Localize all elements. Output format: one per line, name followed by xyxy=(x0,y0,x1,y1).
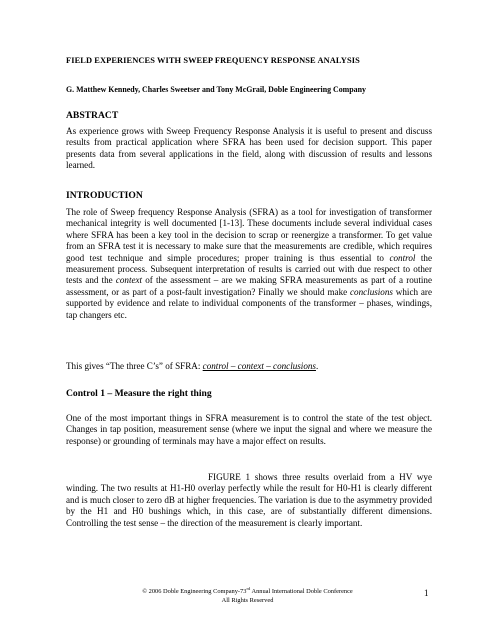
control1-heading: Control 1 – Measure the right thing xyxy=(66,388,212,399)
intro-text-d: which are supported by evidence and relate to individual components of the transformer – phases, windings, tap changers etc. xyxy=(66,286,432,320)
intro-text-c: of the assessment – are we making SFRA measurements as part of a routine assessment, or as part of a post-fault investigation? Finally we should make xyxy=(66,275,432,297)
page-number: 1 xyxy=(424,588,429,598)
three-cs-paragraph xyxy=(66,361,432,372)
introduction-heading: INTRODUCTION xyxy=(66,190,143,201)
abstract-text: As experience grows with Sweep Frequency Response Analysis it is useful to present and discuss results from practical application where SFRA has been used for decision support. This paper presents data from several applications in the field, along with discussion of results and lessons learned. xyxy=(66,126,432,171)
intro-emphasis-control: control xyxy=(389,252,416,263)
paper-title: FIELD EXPERIENCES WITH SWEEP FREQUENCY RESPONSE ANALYSIS xyxy=(66,56,360,65)
three-cs-text-a: This gives “The three C’s” of SFRA: xyxy=(66,361,203,371)
introduction-paragraph xyxy=(66,207,432,321)
copyright-line: © 2006 Doble Engineering Company-73rd Annual International Doble Conference xyxy=(142,586,353,596)
intro-emphasis-context: context xyxy=(115,275,143,286)
control1-paragraph-2: FIGURE 1 shows three results overlaid from a HV wye winding. The two results at H1-H0 overlay perfectly while the result for H0-H1 is clearly different and is much closer to zero dB at higher frequencies. The variation is due to the asymmetry provided by the H1 and H0 bushings which, in this case, are of substantially different dimensions. Controlling the test sense – the direction of the measurement is clearly important. xyxy=(66,472,432,528)
abstract-heading: ABSTRACT xyxy=(66,110,119,121)
three-cs-emphasis: control – context – conclusions xyxy=(202,361,316,371)
control1-paragraph-1: One of the most important things in SFRA measurement is to control the state of the test object. Changes in tap position, measurement sense (where we input the signal and where we measure the response) or grounding of terminals may have a major effect on results. xyxy=(66,413,432,446)
rights-line: All Rights Reserved xyxy=(221,596,274,604)
intro-text-b: the measurement process. Subsequent interpretation of results is carried out with due respect to other tests and the xyxy=(66,252,433,286)
author-line: G. Matthew Kennedy, Charles Sweetser and Tony McGrail, Doble Engineering Company xyxy=(66,85,366,94)
intro-text-a: The role of Sweep frequency Response Analysis (SFRA) as a tool for investigation of transformer mechanical integrity is well documented [1-13]. These documents include several individual cases where SFRA has been a key tool in the decision to scrap or reenergize a transformer. To get value from an SFRA test it is necessary to make sure that the measurements are credible, which requires good test technique and simple procedures; proper training is thus essential to xyxy=(66,207,432,263)
page-footer xyxy=(140,585,355,605)
three-cs-text-b: . xyxy=(315,361,319,371)
intro-emphasis-conclusions: conclusions xyxy=(350,286,393,297)
